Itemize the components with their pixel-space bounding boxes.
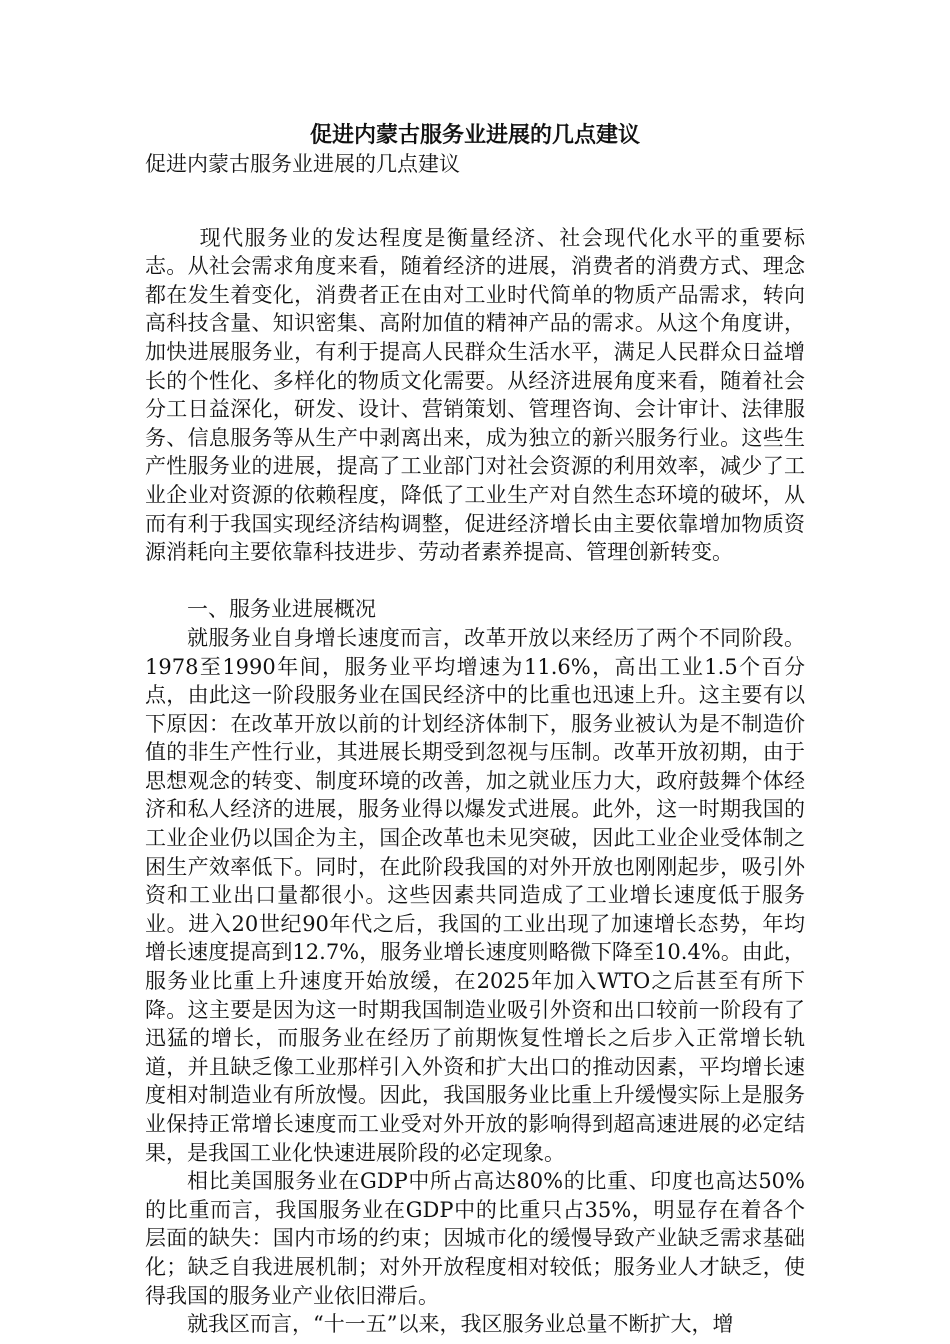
blank-line — [145, 567, 805, 596]
document-body — [145, 195, 805, 1339]
document-title: 促进内蒙古服务业进展的几点建议 — [309, 122, 640, 148]
paragraph: 就服务业自身增长速度而言，改革开放以来经历了两个不同阶段。1978至1990年间，服务业平均增速为11.6%，高出工业1.5个百分点，由此这一阶段服务业在国民经济中的比重也迅速上升。这主要有以下原因：在改革开放以前的计划经济体制下，服务业被认为是不制造价值的非生产性行业，其进展长期受到忽视与压制。改革开放初期，由于思想观念的转变、制度环境的改善，加之就业压力大，政府鼓舞个体经济和私人经济的进展，服务业得以爆发式进展。此外，这一时期我国的工业企业仍以国企为主，国企改革也未见突破，因此工业企业受体制之困生产效率低下。同时，在此阶段我国的对外开放也刚刚起步，吸引外资和工业出口量都很小。这些因素共同造成了工业增长速度低于服务业。进入20世纪90年代之后，我国的工业出现了加速增长态势，年均增长速度提高到12.7%，服务业增长速度则略微下降至10.4%。由此，服务业比重上升速度开始放缓，在2025年加入WTO之后甚至有所下降。这主要是因为这一时期我国制造业吸引外资和出口较前一阶段有了迅猛的增长，而服务业在经历了前期恢复性增长之后步入正常增长轨道，并且缺乏像工业那样引入外资和扩大出口的推动因素，平均增长速度相对制造业有所放慢。因此，我国服务业比重上升缓慢实际上是服务业保持正常增长速度而工业受对外开放的影响得到超高速进展的必定结果，是我国工业化快速进展阶段的必定现象。 — [145, 625, 805, 1165]
section-heading: 一、服务业进展概况 — [187, 597, 376, 622]
paragraph: 相比美国服务业在GDP中所占高达80%的比重、印度也高达50%的比重而言，我国服务业在GDP中的比重只占35%，明显存在着各个层面的缺失：国内市场的约束；因城市化的缓慢导致产业缺乏需求基础化；缺乏自我进展机制；对外开放程度相对较低；服务业人才缺乏，使得我国的服务业产业依旧滞后。 — [145, 1169, 805, 1308]
blank-line — [145, 195, 805, 224]
paragraph: 就我区而言，“十一五”以来，我区服务业总量不断扩大，增 — [187, 1312, 734, 1337]
paragraph-intro: 现代服务业的发达程度是衡量经济、社会现代化水平的重要标志。从社会需求角度来看，随着经济的进展，消费者的消费方式、理念都在发生着变化，消费者正在由对工业时代简单的物质产品需求，转向高科技含量、知识密集、高附加值的精神产品的需求。从这个角度讲，加快进展服务业，有利于提高人民群众生活水平，满足人民群众日益增长的个性化、多样化的物质文化需要。从经济进展角度来看，随着社会分工日益深化，研发、设计、营销策划、管理咨询、会计审计、法律服务、信息服务等从生产中剥离出来，成为独立的新兴服务行业。这些生产性服务业的进展，提高了工业部门对社会资源的利用效率，减少了工业企业对资源的依赖程度，降低了工业生产对自然生态环境的破坏，从而有利于我国实现经济结构调整，促进经济增长由主要依靠增加物质资源消耗向主要依靠科技进步、劳动者素养提高、管理创新转变。 — [145, 225, 805, 565]
document-subtitle: 促进内蒙古服务业进展的几点建议 — [145, 152, 460, 176]
